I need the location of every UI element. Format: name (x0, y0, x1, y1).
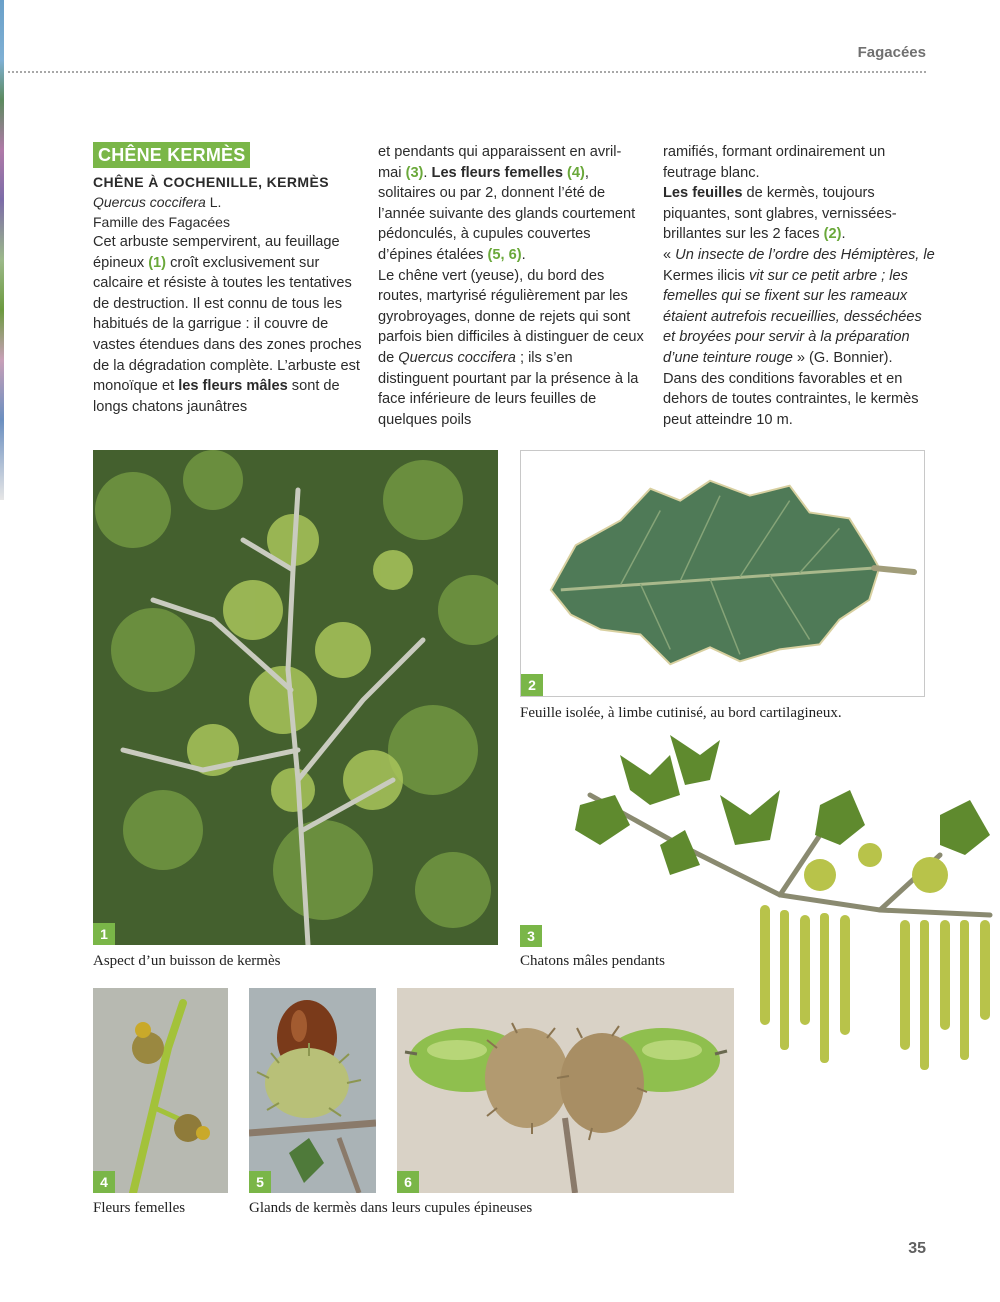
quote-italic: vit sur ce petit arbre ; les femelles qui se fixent sur les rameaux étaient autrefois recueillies, desséchées et broyées pour servir à la préparation d’une teinture rouge (663, 267, 922, 366)
caption-figure-2: Feuille isolée, à limbe cutinisé, au bord cartilagineux. (520, 705, 842, 721)
figure-number: 1 (93, 923, 115, 945)
family-name: Famille des Fagacées (93, 214, 230, 230)
article-title: CHÊNE KERMÈS (93, 142, 250, 168)
header-dotted-rule (8, 71, 926, 73)
running-header: Fagacées (857, 44, 926, 61)
species-name (93, 192, 369, 212)
paragraph-flowers (378, 142, 644, 266)
text-run: » (G. Bonnier). (792, 349, 893, 366)
text-run: « (663, 246, 676, 263)
leaf-photo-icon (521, 451, 924, 696)
photo-shrub (93, 450, 498, 945)
figure-number: 2 (521, 674, 543, 696)
female-flowers-photo-icon (93, 988, 228, 1193)
caption-figure-5: Glands de kermès dans leurs cupules épineuses (249, 1200, 533, 1216)
photo-acorn (249, 988, 376, 1193)
paragraph-height: Dans des conditions favorables et en dehors de toutes contraintes, le kermès peut atteindre 10 m. (663, 370, 919, 428)
figure-ref: (2) (823, 226, 842, 243)
text-run: ; ils s’en distinguent pourtant par la présence à la face inférieure de leurs feuilles de quelques poils (378, 349, 639, 428)
acorn-photo-icon (249, 988, 376, 1193)
figure-number: 5 (249, 1171, 271, 1193)
text-run: Kermes ilicis (663, 267, 749, 284)
text-run: , solitaires ou par 2, donnent l’été de l’année suivante des glands courtement pédonculés, à cupules couvertes d’épines étalées (378, 164, 636, 263)
text-run: de kermès, toujours piquantes, sont glabres, vernissées-brillantes sur les 2 faces (663, 185, 897, 243)
text-run: Cet arbuste sempervirent, au feuillage épineux (93, 234, 340, 271)
caption-figure-4: Fleurs femelles (93, 1200, 186, 1216)
quote-italic: Un insecte de l’ordre des Hémiptères, le (675, 246, 935, 263)
bold-term: Les fleurs femelles (431, 164, 563, 181)
text-column-2 (378, 142, 644, 430)
text-run: . (521, 246, 526, 263)
article-subtitle: CHÊNE À COCHENILLE, KERMÈS (93, 174, 329, 190)
shrub-photo-icon (93, 450, 498, 945)
species-latin: Quercus coccifera (93, 194, 206, 210)
text-run: Le chêne vert (yeuse), du bord des routes, martyrisé régulièrement par les gyrobroyages, donne de rejets qui sont parfois bien difficiles à distinguer de ceux de (378, 267, 644, 366)
figure-ref: (5, 6) (487, 246, 522, 263)
figure-ref: (4) (567, 164, 585, 181)
caption-figure-3: Chatons mâles pendants (520, 953, 665, 969)
text-run: sont de longs chatons jaunâtres (93, 378, 340, 415)
page-edge-color-strip (0, 0, 4, 500)
text-column-1 (93, 142, 369, 417)
caption-figure-1: Aspect d’un buisson de kermès (93, 953, 281, 969)
photo-female-flowers (93, 988, 228, 1193)
species-latin: Quercus coccifera (398, 349, 516, 366)
paragraph-leaves (663, 183, 935, 245)
photo-acorns-pair (397, 988, 734, 1193)
bold-term: Les feuilles (663, 185, 743, 202)
paragraph-quote (663, 245, 935, 369)
text-column-3 (663, 142, 935, 430)
acorns-pair-photo-icon (397, 988, 734, 1193)
figure-3-marker (520, 925, 542, 947)
paragraph-holm-oak (378, 266, 644, 431)
species-author: L. (205, 194, 222, 210)
paragraph-intro (93, 232, 369, 417)
figure-ref: (3) (405, 164, 424, 181)
text-run: . (423, 164, 432, 181)
paragraph-hairs: ramifiés, formant ordinairement un feutrage blanc. (663, 144, 886, 181)
figure-number: 6 (397, 1171, 419, 1193)
text-run: . (841, 226, 846, 243)
page-number: 35 (908, 1240, 926, 1257)
figure-number: 4 (93, 1171, 115, 1193)
photo-leaf (520, 450, 925, 697)
bold-term: les fleurs mâles (178, 378, 288, 395)
text-run: et pendants qui apparaissent en avril-mai (378, 144, 622, 181)
text-run: croît exclusivement sur calcaire et résiste à toutes les tentatives de destruction. Il est connu de tous les habitués de la garrigue : il couvre de vastes étendues dans des zones proches de la dégradation complète. L’arbuste est monoïque et (93, 254, 362, 395)
figure-ref: (1) (148, 254, 167, 271)
figure-number: 3 (520, 925, 542, 947)
